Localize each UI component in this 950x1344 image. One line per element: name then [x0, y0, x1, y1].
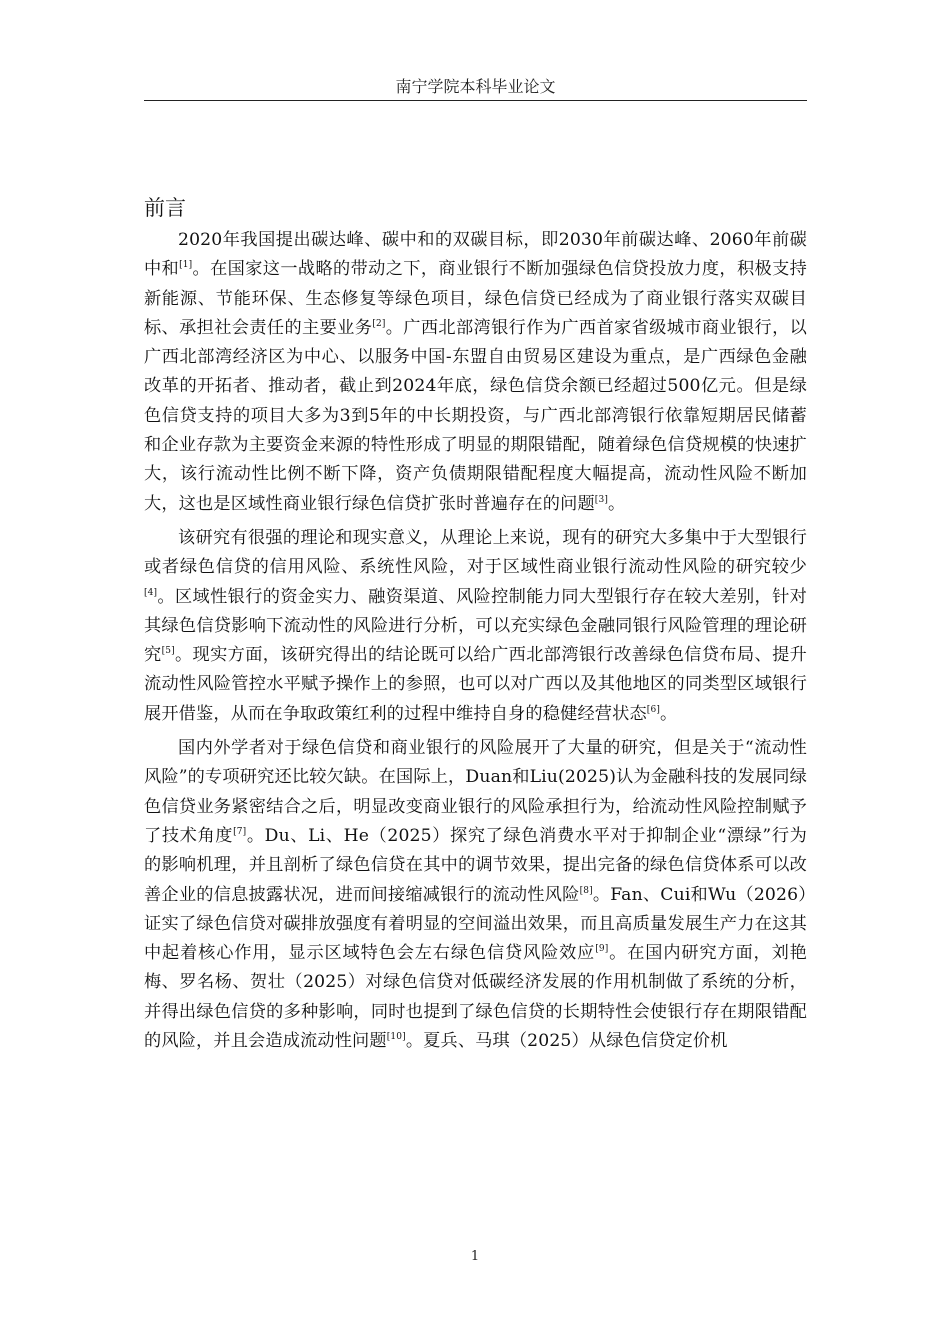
citation-marker: [9]	[595, 944, 609, 955]
page-number: 1	[470, 1249, 480, 1264]
paragraph-text: 国内外学者对于绿色信贷和商业银行的风险展开了大量的研究，但是关于“流动性风险”的专项研究还比较欠缺。在国际上，Duan和Liu(2025)认为金融科技的发展同绿色信贷业务紧密结合之后，明显改变商业银行的风险承担行为，给流动性风险控制赋予了技术角度	[144, 738, 807, 846]
paragraph-text: 。	[660, 703, 678, 724]
paragraph-text: 。Fan、Cui和Wu（2026）证实了绿色信贷对碳排放强度有着明显的空间溢出效果，而且高质量发展生产力在这其中起着核心作用，显示区域特色会左右绿色信贷风险效应	[144, 884, 807, 964]
paragraph-2	[144, 524, 807, 729]
page-header-title: 南宁学院本科毕业论文	[395, 77, 556, 96]
citation-marker: [4]	[144, 587, 158, 598]
citation-marker: [1]	[179, 260, 193, 271]
paragraph-text: 。在国家这一战略的带动之下，商业银行不断加强绿色信贷投放力度，积极支持新能源、节能环保、生态修复等绿色项目，绿色信贷已经成为了商业银行落实双碳目标、承担社会责任的主要业务	[144, 259, 807, 338]
paragraph-text: 2020年我国提出碳达峰、碳中和的双碳目标，即2030年前碳达峰、2060年前碳中和	[144, 230, 807, 280]
paragraph-text: 。Du、Li、He（2025）探究了绿色消费水平对于抑制企业“漂绿”行为的影响机理，并且剖析了绿色信贷在其中的调节效果，提出完备的绿色信贷体系可以改善企业的信息披露状况，进而间接缩减银行的流动性风险	[144, 825, 807, 905]
paragraph-text: 。现实方面，该研究得出的结论既可以给广西北部湾银行改善绿色信贷布局、提升流动性风险管控水平赋予操作上的参照，也可以对广西以及其他地区的同类型区域银行展开借鉴，从而在争取政策红利的过程中维持自身的稳健经营状态	[144, 645, 807, 724]
citation-marker: [2]	[372, 318, 386, 329]
paragraph-text: 。区域性银行的资金实力、融资渠道、风险控制能力同大型银行存在较大差别，针对其绿色信贷影响下流动性的风险进行分析，可以充实绿色金融同银行风险管理的理论研究	[144, 586, 807, 666]
paragraph-text: 。在国内研究方面，刘艳梅、罗名杨、贺壮（2025）对绿色信贷对低碳经济发展的作用机制做了系统的分析，并得出绿色信贷的多种影响，同时也提到了绿色信贷的长期特性会使银行存在期限错配的风险，并且会造成流动性问题	[144, 943, 807, 1052]
citation-marker: [5]	[161, 646, 175, 657]
paragraph-text: 。	[607, 493, 626, 514]
section-heading: 前言	[144, 196, 186, 220]
paragraph-text: 该研究有很强的理论和现实意义，从理论上来说，现有的研究大多集中于大型银行或者绿色信贷的信用风险、系统性风险，对于区域性商业银行流动性风险的研究较少	[144, 527, 807, 578]
header-divider	[144, 100, 807, 101]
citation-marker: [7]	[233, 826, 247, 837]
paragraph-1	[144, 226, 807, 519]
paragraph-text: 。夏兵、马琪（2025）从绿色信贷定价机	[405, 1031, 728, 1052]
citation-marker: [6]	[646, 704, 660, 715]
citation-marker: [10]	[386, 1032, 406, 1043]
paragraph-text: 。广西北部湾银行作为广西首家省级城市商业银行，以广西北部湾经济区为中心、以服务中国-东盟自由贸易区建设为重点，是广西绿色金融改革的开拓者、推动者，截止到2024年底，绿色信贷余额已经超过500亿元。但是绿色信贷支持的项目大多为3到5年的中长期投资，与广西北部湾银行依靠短期居民储蓄和企业存款为主要资金来源的特性形成了明显的期限错配，随着绿色信贷规模的快速扩大，该行流动性比例不断下降，资产负债期限错配程度大幅提高，流动性风险不断加大，这也是区域性商业银行绿色信贷扩张时普遍存在的问题	[144, 317, 807, 514]
body-text	[144, 226, 807, 1061]
citation-marker: [8]	[579, 885, 593, 896]
citation-marker: [3]	[594, 494, 608, 505]
paragraph-3	[144, 734, 807, 1056]
